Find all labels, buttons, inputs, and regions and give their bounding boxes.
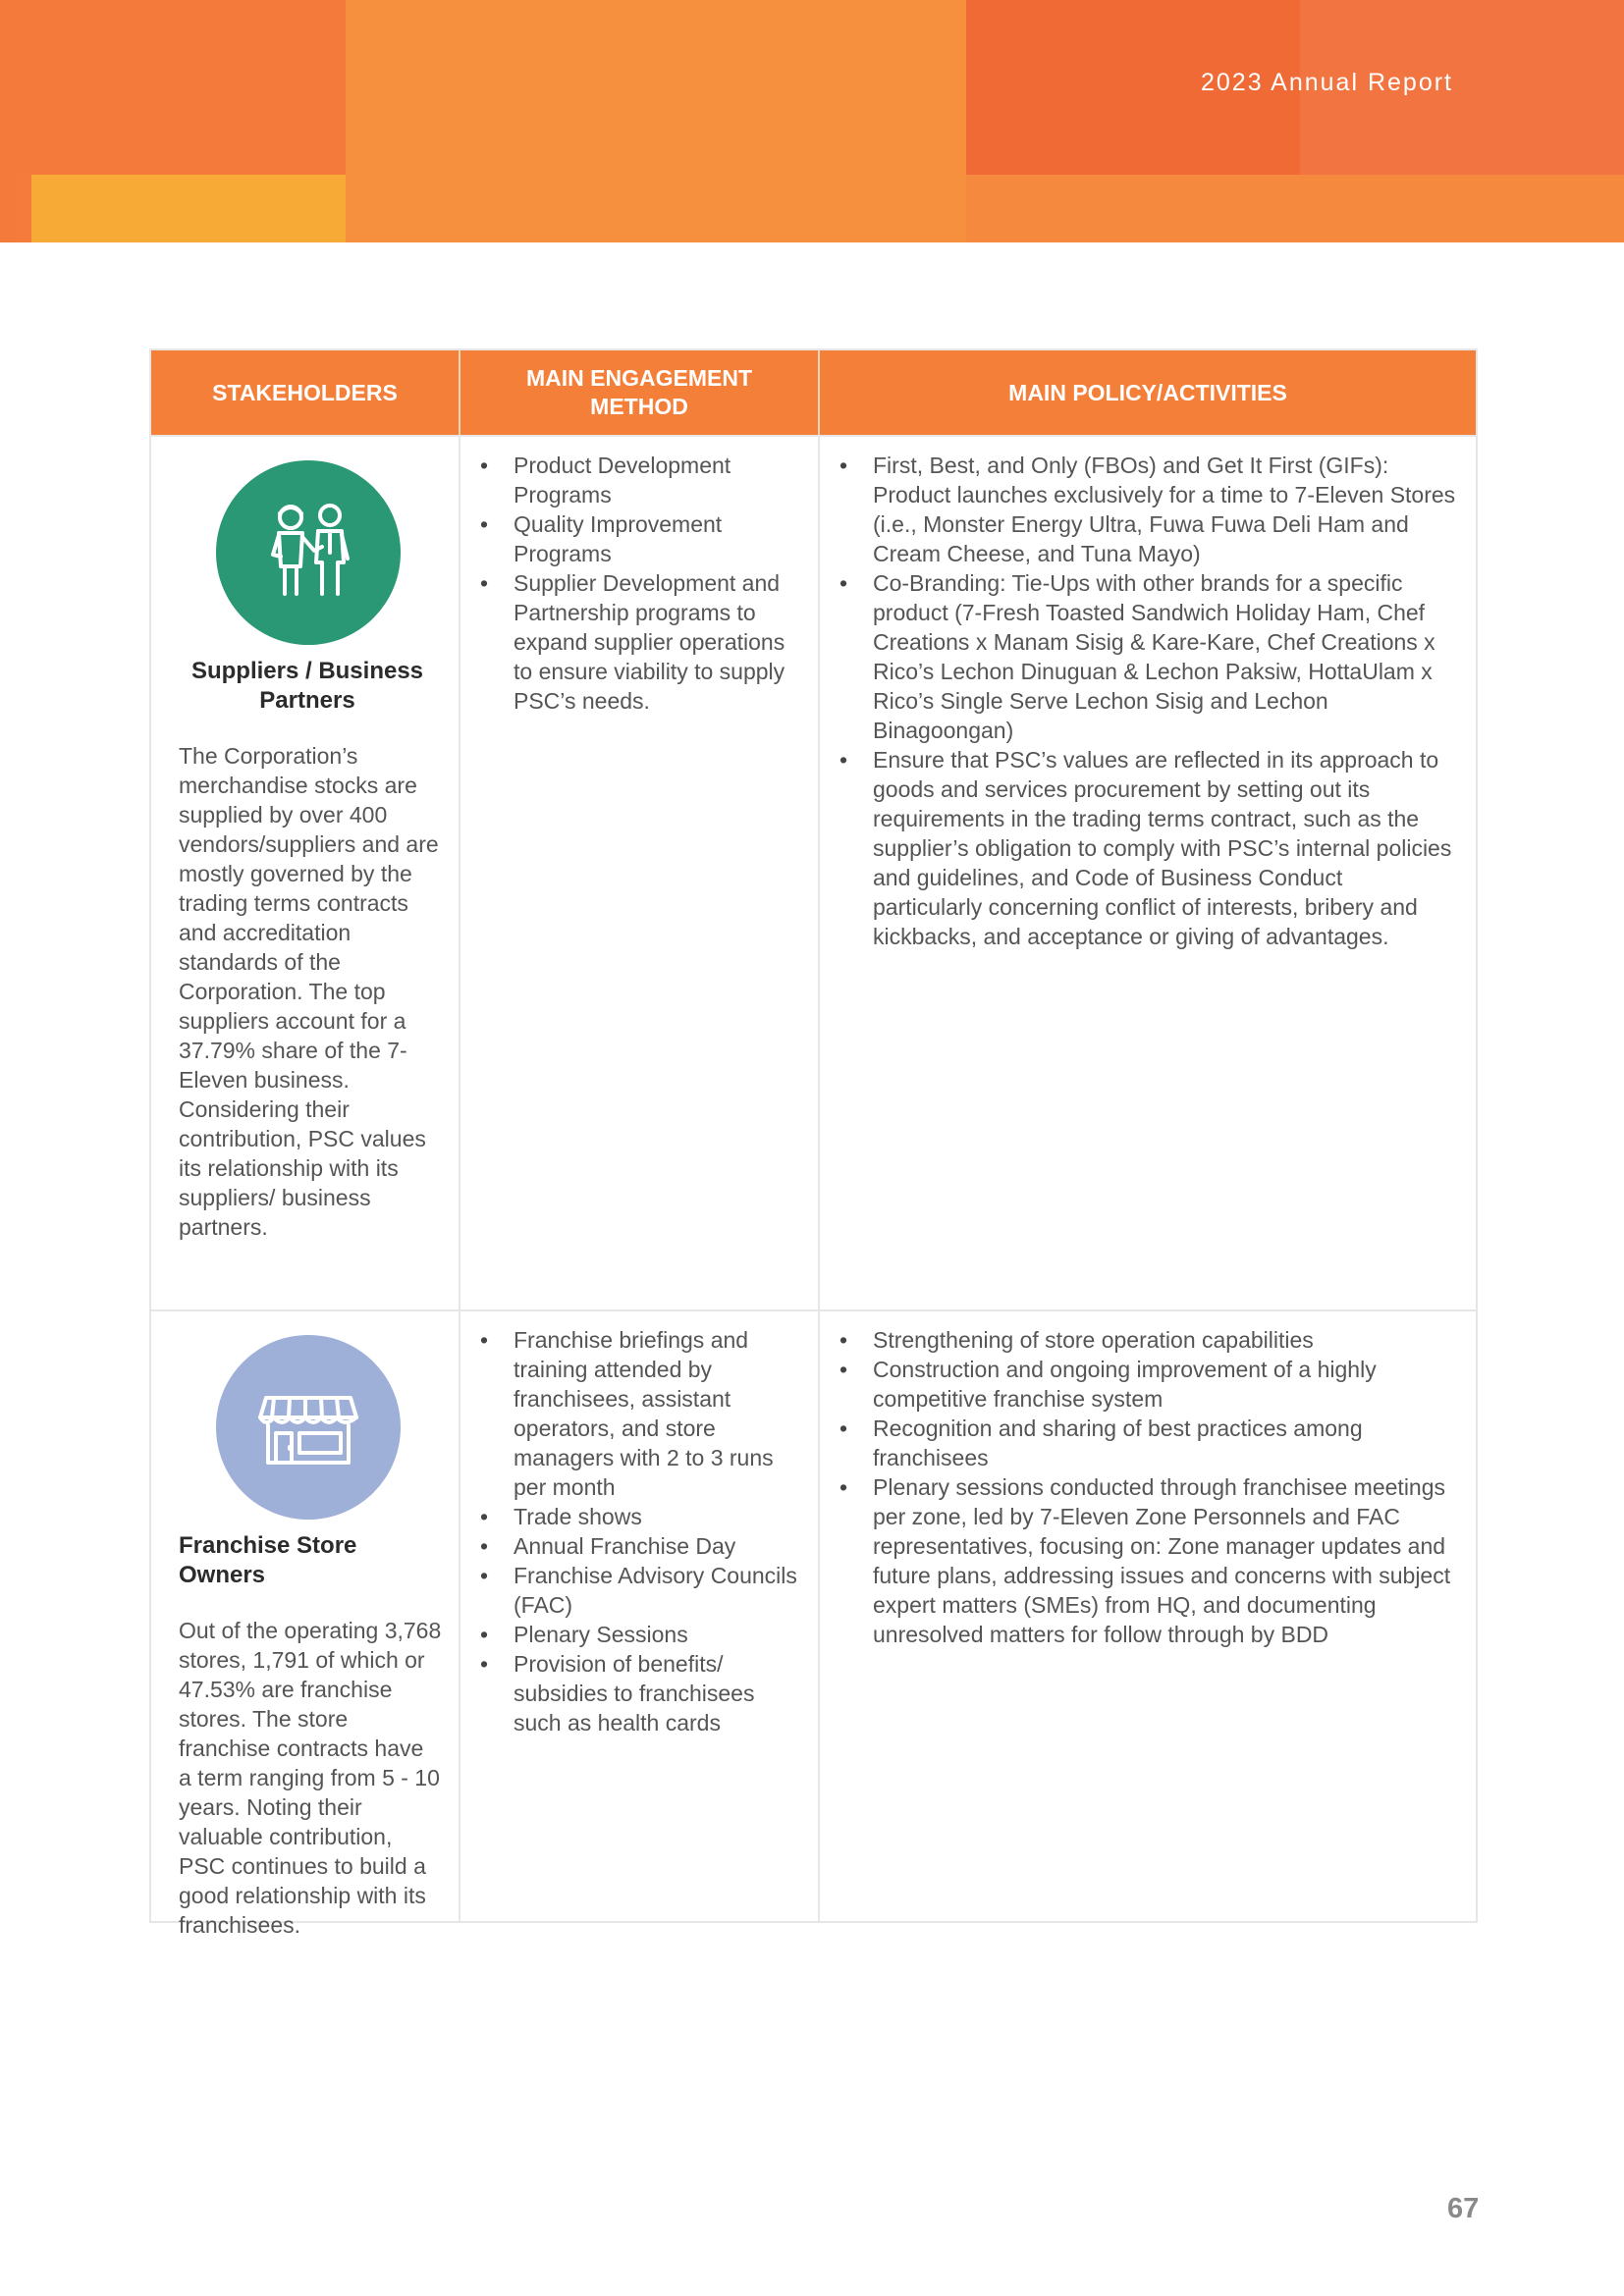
list-item: • First, Best, and Only (FBOs) and Get It First (GIFs): Product launches exclusively for a time to 7-Eleven Stores (i.e., Monster Energy Ultra, Fuwa Fuwa Deli Ham and Cream Cheese, and Tuna Mayo) [820,451,1456,568]
stakeholder-cell [151,1311,460,1938]
list-item: • Co-Branding: Tie-Ups with other brands for a specific product (7-Fresh Toasted Sandwich Holiday Ham, Chef Creations x Manam Sisig & Kare-Kare, Chef Creations x Rico’s Lechon Dinuguan & Lechon Paksiw, HottaUlam x Rico’s Single Serve Lechon Sisig and Lechon Binagoongan) [820,568,1456,745]
list-item: • Product Development Programs [460,451,800,509]
list-item: • Supplier Development and Partnership programs to expand supplier operations to ensure viability to supply PSC’s needs. [460,568,800,716]
list-item: • Ensure that PSC’s values are reflected in its approach to goods and services procurement by setting out its requirements in the trading terms contract, such as the supplier’s obligation to comply with PSC’s internal policies and guidelines, and Code of Business Conduct particularly concerning conflict of interests, bribery and kickbacks, and acceptance or giving of advantages. [820,745,1456,951]
list-item: • Provision of benefits/ subsidies to franchisees such as health cards [460,1649,800,1737]
list-item: • Quality Improvement Programs [460,509,800,568]
policy-activities-cell [820,1311,1476,1921]
policy-activities-list [820,451,1456,951]
list-item: • Annual Franchise Day [460,1531,800,1561]
stakeholder-name: Suppliers / Business Partners [190,658,424,714]
banner-block [31,175,346,242]
engagement-method-list [460,1325,800,1737]
list-item: • Plenary sessions conducted through franchisee meetings per zone, led by 7-Eleven Zone Personnels and FAC representatives, focusing on: Zone manager updates and future plans, addressing issues and concerns with subject expert matters (SMEs) from HQ, and documenting unresolved matters for follow through by BDD [820,1472,1456,1649]
list-item: • Franchise briefings and training attended by franchisees, assistant operators, and store managers with 2 to 3 runs per month [460,1325,800,1502]
header-engagement-method [460,350,820,435]
report-title: 2023 Annual Report [1200,69,1453,96]
stakeholder-table [149,348,1478,1938]
page-number: 67 [1447,2193,1480,2224]
stakeholder-description: The Corporation’s merchandise stocks are supplied by over 400 vendors/suppliers and are mostly governed by the trading terms contracts and accreditation standards of the Corporation. The top suppliers account for a 37.79% share of the 7-Eleven business. Considering their contribution, PSC values its relationship with its suppliers/ business partners. [179,743,439,1240]
supplier-handshake-icon [216,460,401,645]
storefront-icon [216,1335,401,1520]
header-engagement-method-label: MAIN ENGAGEMENT METHOD [526,365,752,419]
banner-block [346,0,966,242]
header-policy-activities: MAIN POLICY/ACTIVITIES [1008,379,1287,405]
list-item: • Strengthening of store operation capabilities [820,1325,1456,1355]
header-stakeholders: STAKEHOLDERS [151,350,460,435]
list-item: • Franchise Advisory Councils (FAC) [460,1561,800,1620]
list-item: • Recognition and sharing of best practices among franchisees [820,1414,1456,1472]
table-row [151,1309,1476,1938]
stakeholder-description: Out of the operating 3,768 stores, 1,791 of which or 47.53% are franchise stores. The store franchise contracts have a term ranging from 5 - 10 years. Noting their valuable contribution, PSC continues to build a good relationship with its franchisees. [179,1618,442,1938]
table-header [151,350,1476,435]
list-item: • Construction and ongoing improvement of a highly competitive franchise system [820,1355,1456,1414]
stakeholder-name: Franchise Store Owners [179,1532,357,1588]
list-item: • Plenary Sessions [460,1620,800,1649]
table-row [151,435,1476,1309]
banner-block [966,175,1624,242]
stakeholder-cell [151,437,460,1309]
list-item: • Trade shows [460,1502,800,1531]
policy-activities-list [820,1325,1456,1649]
header-banner [0,0,1624,242]
engagement-method-cell [460,437,820,1309]
engagement-method-cell [460,1311,820,1921]
engagement-method-list [460,451,800,716]
banner-block [0,0,346,175]
policy-activities-cell [820,437,1476,1309]
